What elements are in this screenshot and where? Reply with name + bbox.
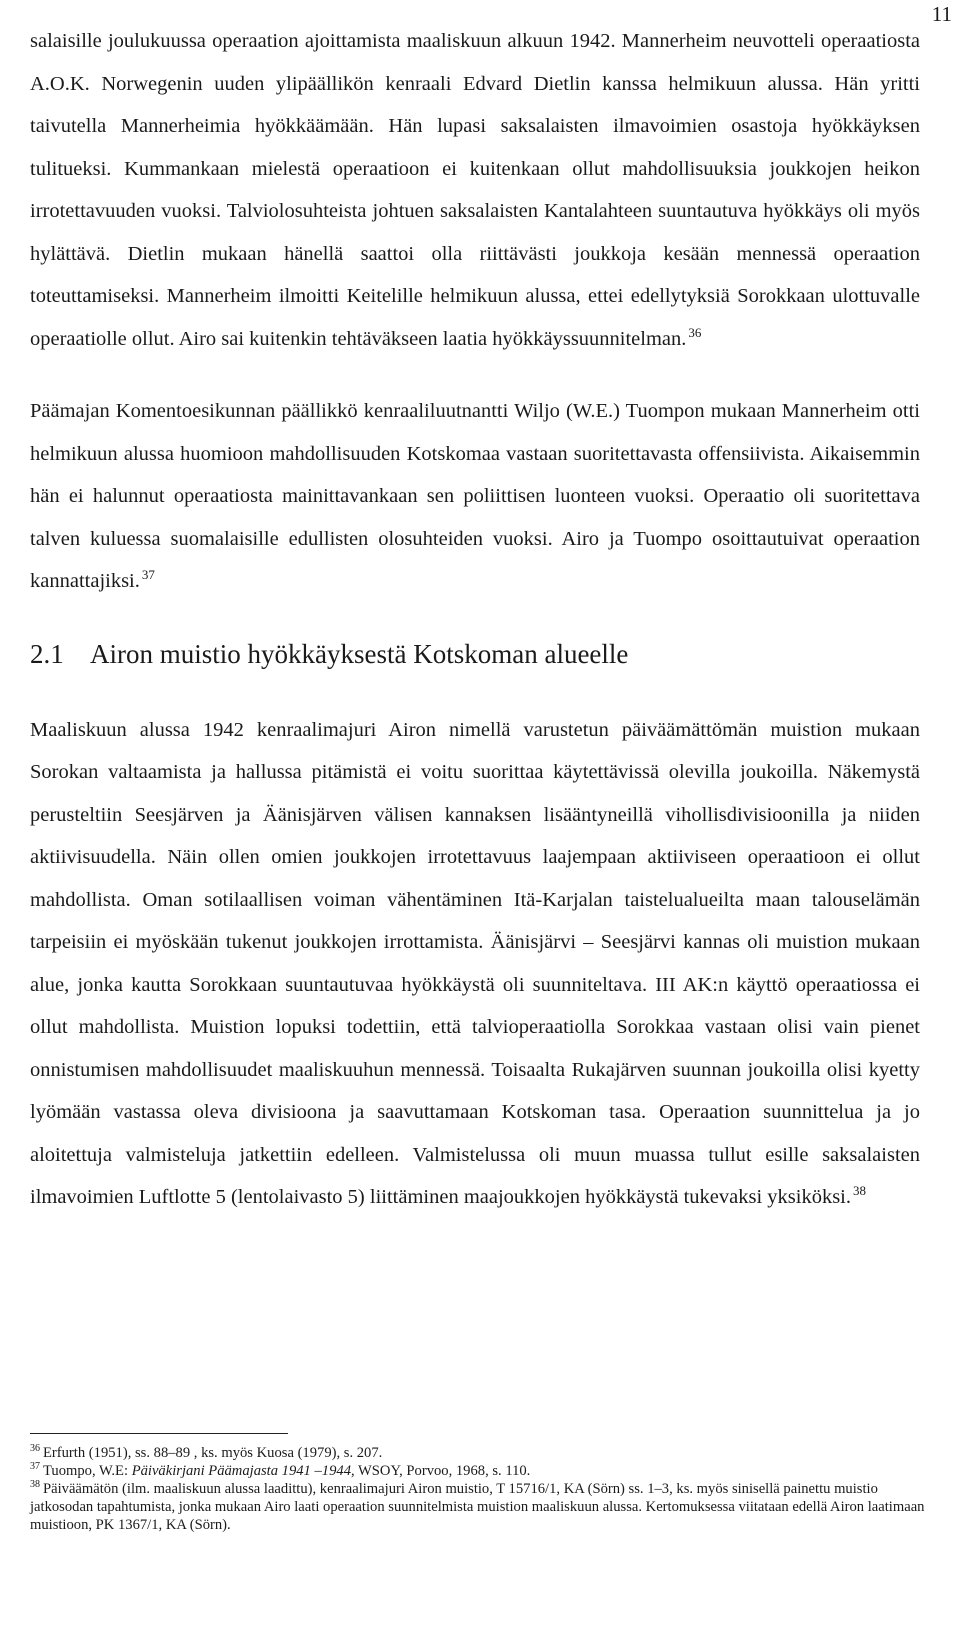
paragraph-1-text: salaisille joulukuussa operaation ajoittamista maaliskuun alkuun 1942. Mannerheim neuvotteli operaatiosta A.O.K. Norwegenin uuden ylipäällikön kenraali Edvard Dietlin kanssa helmikuun alussa. Hän yritti taivutella Mannerheimia hyökkäämään. Hän lupasi saksalaisten ilmavoimien osastoja hyökkäyksen tulitueksi. Kummankaan mielestä operaatioon ei kuitenkaan ollut mahdollisuuksia joukkojen heikon irrotettavuuden vuoksi. Talviolosuhteista johtuen saksalaisten Kantalahteen suuntautuva hyökkäys oli myös hylättävä. Dietlin mukaan hänellä saattoi olla riittävästi joukkoja kesään mennessä operaation toteuttamiseksi. Mannerheim ilmoitti Keitelille helmikuun alussa, ettei edellytyksiä Sorokkaan ulottuvalle operaatiolle ollut. Airo sai kuitenkin tehtäväkseen laatia hyökkäyssuunnitelman. (30, 30, 920, 350)
section-heading (30, 637, 920, 671)
footnote-number: 38 (30, 1479, 40, 1491)
section-title: Airon muistio hyökkäyksestä Kotskoman alueelle (90, 638, 629, 669)
footnote-37 (30, 1462, 925, 1480)
paragraph-3 (30, 709, 920, 1219)
footnote-text: Tuompo, W.E: (43, 1463, 132, 1479)
footnote-text: Päiväämätön (ilm. maaliskuun alussa laadittu), kenraalimajuri Airon muistio, T 15716/1, KA (Sörn) ss. 1–3, ks. myös sinisellä painettu muistio jatkosodan tapahtumista, jonka mukaan Airo laati operaation suunnitelmista muistion maaliskuun alussa. Kertomuksessa viitataan edellä Airon laatimaan muistioon, PK 1367/1, KA (Sörn). (30, 1481, 925, 1533)
footnote-38 (30, 1480, 925, 1534)
page-number: 11 (931, 2, 952, 26)
footnote-ref-37[interactable]: 37 (141, 567, 155, 583)
footnotes (30, 1433, 925, 1534)
footnote-book-title: Päiväkirjani Päämajasta 1941 –1944 (131, 1463, 351, 1479)
footnote-text: Erfurth (1951), ss. 88–89 , ks. myös Kuosa (1979), s. 207. (43, 1445, 383, 1461)
footnote-separator (30, 1433, 288, 1434)
section-number: 2.1 (30, 638, 64, 669)
footnote-ref-38[interactable]: 38 (853, 1183, 866, 1199)
paragraph-1 (30, 20, 920, 360)
paragraph-2-text: Päämajan Komentoesikunnan päällikkö kenraaliluutnantti Wiljo (W.E.) Tuompon mukaan Mannerheim otti helmikuun alussa huomioon mahdollisuuden Kotskomaa vastaan suoritettavasta offensiivista. Aikaisemmin hän ei halunnut operaatiosta mainittavankaan sen poliittisen luonteen vuoksi. Operaatio oli suoritettava talven kuluessa suomalaisille edullisten olosuhteiden vuoksi. Airo ja Tuompo osoittautuivat operaation kannattajiksi. (30, 400, 920, 592)
footnote-text-tail: , WSOY, Porvoo, 1968, s. 110. (351, 1463, 531, 1479)
footnote-36 (30, 1444, 925, 1462)
paragraph-3-text: Maaliskuun alussa 1942 kenraalimajuri Airon nimellä varustetun päiväämättömän muistion mukaan Sorokan valtaamista ja hallussa pitämistä ei voitu suorittaa käytettävissä olevilla joukoilla. Näkemystä perusteltiin Seesjärven ja Äänisjärven välisen kannaksen lisääntyneillä vihollisdivisioonilla ja niiden aktiivisuudella. Näin ollen omien joukkojen irrotettavuus laajempaan aktiiviseen operaatioon ei ollut mahdollista. Oman sotilaallisen voiman vähentäminen Itä-Karjalan taistelualueilta maan talouselämän tarpeisiin ei myöskään tukenut joukkojen irrottamista. Äänisjärvi – Seesjärvi kannas oli muistion mukaan alue, jonka kautta Sorokkaan suuntautuvaa hyökkäystä oli suunniteltava. III AK:n käyttö operaatiossa ei ollut mahdollista. Muistion lopuksi todettiin, että talvioperaatiolla Sorokkaa vastaan olisi vain pienet onnistumisen mahdollisuudet maaliskuuhun mennessä. Toisaalta Rukajärven suunnan joukoilla olisi kyetty lyömään vastassa oleva divisioona ja saavuttamaan Kotskoman tasa. Operaation suunnittelua ja jo aloitettuja valmisteluja jatkettiin edelleen. Valmistelussa oli muun muassa tullut esille saksalaisten ilmavoimien Luftlotte 5 (lentolaivasto 5) liittäminen maajoukkojen hyökkäystä tukevaksi yksiköksi. (30, 718, 920, 1208)
footnote-ref-36[interactable]: 36 (688, 324, 702, 340)
document-body (30, 20, 920, 1219)
footnote-number: 36 (30, 1443, 40, 1455)
paragraph-2 (30, 390, 920, 603)
footnote-number: 37 (30, 1461, 40, 1473)
